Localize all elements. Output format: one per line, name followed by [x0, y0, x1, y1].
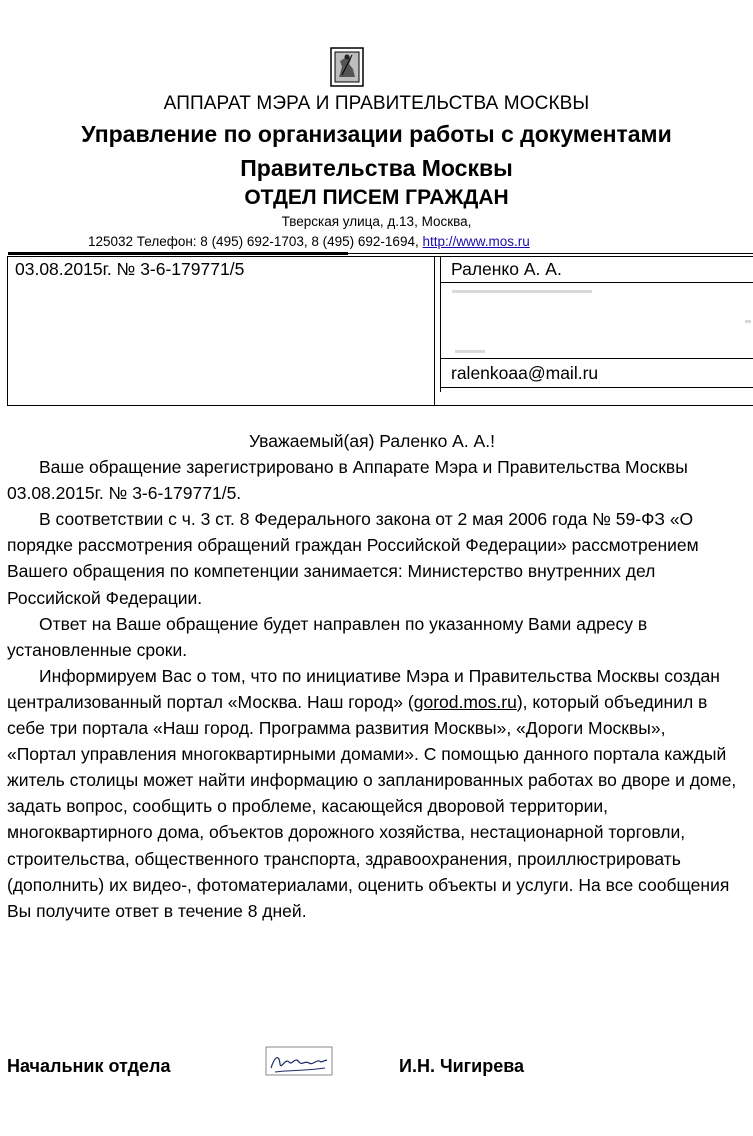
- paragraph-registration: Ваше обращение зарегистрировано в Аппарате Мэра и Правительства Москвы 03.08.2015г. № 3-6-179771/5.: [7, 457, 688, 504]
- redacted-line: [455, 350, 485, 353]
- phone-text: 125032 Телефон: 8 (495) 692-1703, 8 (495) 692-1694,: [88, 234, 423, 249]
- signatory-title: Начальник отдела: [7, 1056, 171, 1076]
- department-title-line2: Правительства Москвы: [240, 155, 513, 181]
- greeting: Уважаемый(ая) Раленко А. А.!: [249, 431, 495, 451]
- recipient-underline: [441, 282, 753, 283]
- signatory-name: И.Н. Чигирева: [399, 1056, 525, 1076]
- moscow-coat-of-arms-icon: [330, 47, 364, 87]
- contact-line: [88, 234, 530, 249]
- handwritten-signature-icon: [265, 1046, 333, 1076]
- department-title-line1: Управление по организации работы с документами: [81, 121, 672, 147]
- org-title: АППАРАТ МЭРА И ПРАВИТЕЛЬСТВА МОСКВЫ: [163, 93, 590, 114]
- paragraph-portal: Информируем Вас о том, что по инициативе Мэра и Правительства Москвы создан централизованный портал «Москва. Наш город» (gorod.mos.ru), который объединил в себе три портала «Наш город. Программа развития Москвы», «Дороги Москвы», «Портал управления многоквартирными домами». С помощью данного портала каждый житель столицы может найти информацию о запланированных работах во дворе и доме, задать вопрос, сообщить о проблеме, касающейся дворовой территории, многоквартирного дома, объектов дорожного хозяйства, нестационарной торговли, строительства, общественного транспорта, здравоохранения, проиллюстрировать (дополнить) их видео-, фотоматериалами, оценить объекты и услуги. На все сообщения Вы получите ответ в течение 8 дней.: [7, 665, 737, 921]
- division-title: ОТДЕЛ ПИСЕМ ГРАЖДАН: [244, 186, 509, 209]
- letter-body: [7, 428, 737, 924]
- box-divider: [434, 256, 435, 406]
- paragraph-answer: Ответ на Ваше обращение будет направлен по указанному Вами адресу в установленные сроки.: [7, 613, 648, 660]
- portal-link[interactable]: gorod.mos.ru: [413, 691, 517, 712]
- header-rule-thin: [348, 253, 753, 254]
- registration-number: 03.08.2015г. № 3-6-179771/5: [15, 259, 245, 279]
- recipient-name: Раленко А. А.: [451, 259, 562, 279]
- address-line: Тверская улица, д.13, Москва,: [281, 214, 472, 229]
- redacted-line: [745, 320, 751, 323]
- redacted-line: [452, 290, 592, 293]
- recipient-email: ralenkoaa@mail.ru: [451, 363, 599, 383]
- header-rule-thick: [8, 252, 348, 255]
- paragraph-competence: В соответствии с ч. 3 ст. 8 Федерального закона от 2 мая 2006 года № 59-ФЗ «О порядке рассмотрения обращений граждан Российской Федерации» рассмотрением Вашего обращения по компетенции занимается: Министерство внутренних дел Российской Федерации.: [7, 509, 699, 608]
- website-link[interactable]: http://www.mos.ru: [422, 234, 530, 249]
